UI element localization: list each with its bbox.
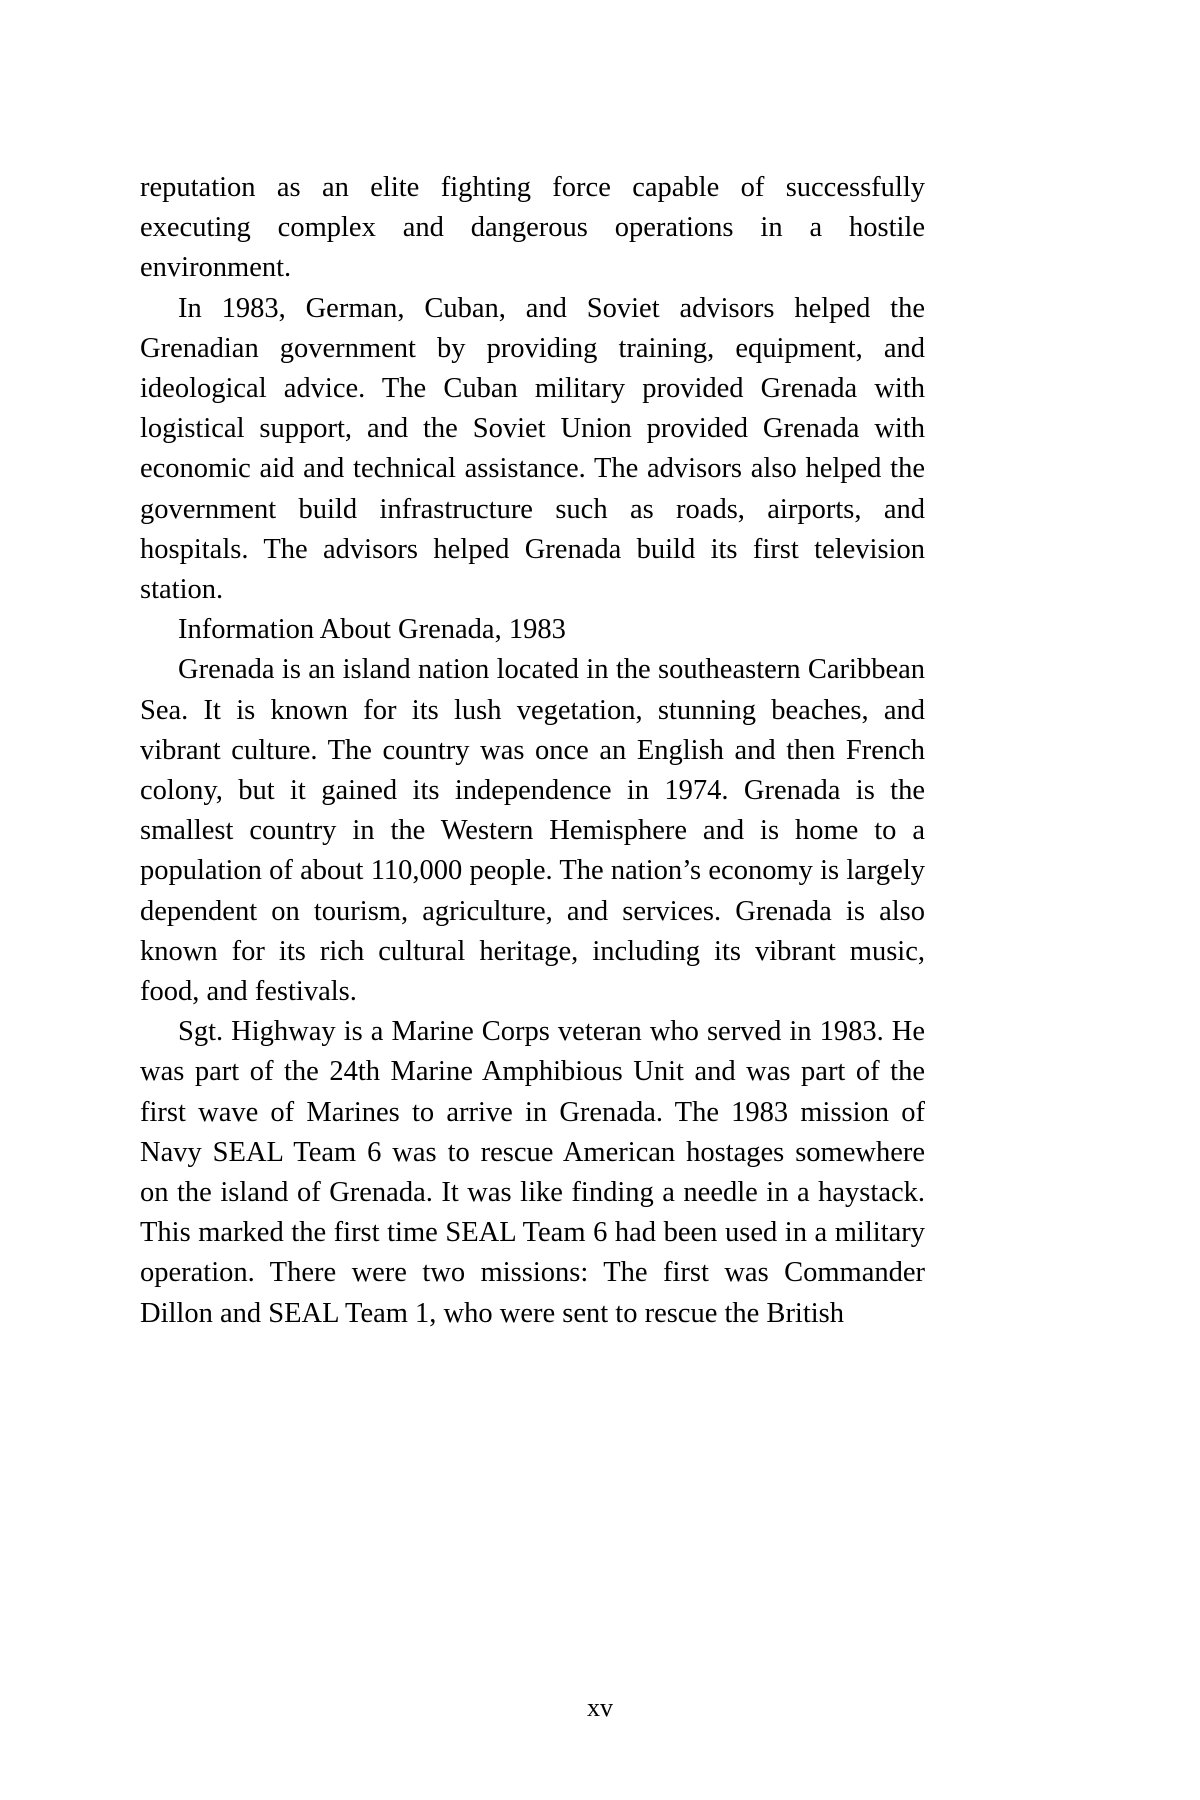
paragraph-grenada-island-nation: Grenada is an island nation located in the southeastern Caribbean Sea. It is known for its lush vegetation, stunning beaches, and vibrant culture. The country was once an English and then French colony, but it gained its independence in 1974. Grenada is the smallest country in the Western Hemisphere and is home to a population of about 110,000 people. The nation’s economy is largely dependent on tourism, agriculture, and services. Grenada is also known for its rich cultural heritage, including its vibrant music, food, and festivals. <box>140 654 925 1008</box>
text-column <box>140 168 925 1334</box>
paragraph-reputation: reputation as an elite fighting force capable of successfully executing complex and dangerous operations in a hostile environment. <box>140 172 925 284</box>
paragraph-sgt-highway: Sgt. Highway is a Marine Corps veteran who served in 1983. He was part of the 24th Marine Amphibious Unit and was part of the first wave of Marines to arrive in Grenada. The 1983 mission of Navy SEAL Team 6 was to rescue American hostages somewhere on the island of Grenada. It was like finding a needle in a haystack. This marked the first time SEAL Team 6 had been used in a military operation. There were two missions: The first was Commander Dillon and SEAL Team 1, who were sent to rescue the British <box>140 1016 925 1329</box>
paragraph-1983-advisors: In 1983, German, Cuban, and Soviet advisors helped the Grenadian government by providing training, equipment, and ideological advice. The Cuban military provided Grenada with logistical support, and the Soviet Union provided Grenada with economic aid and technical assistance. The advisors also helped the government build infrastructure such as roads, airports, and hospitals. The advisors helped Grenada build its first television station. <box>140 292 925 606</box>
page-number: xv <box>587 1693 613 1722</box>
heading-information-about-grenada: Information About Grenada, 1983 <box>178 614 566 646</box>
